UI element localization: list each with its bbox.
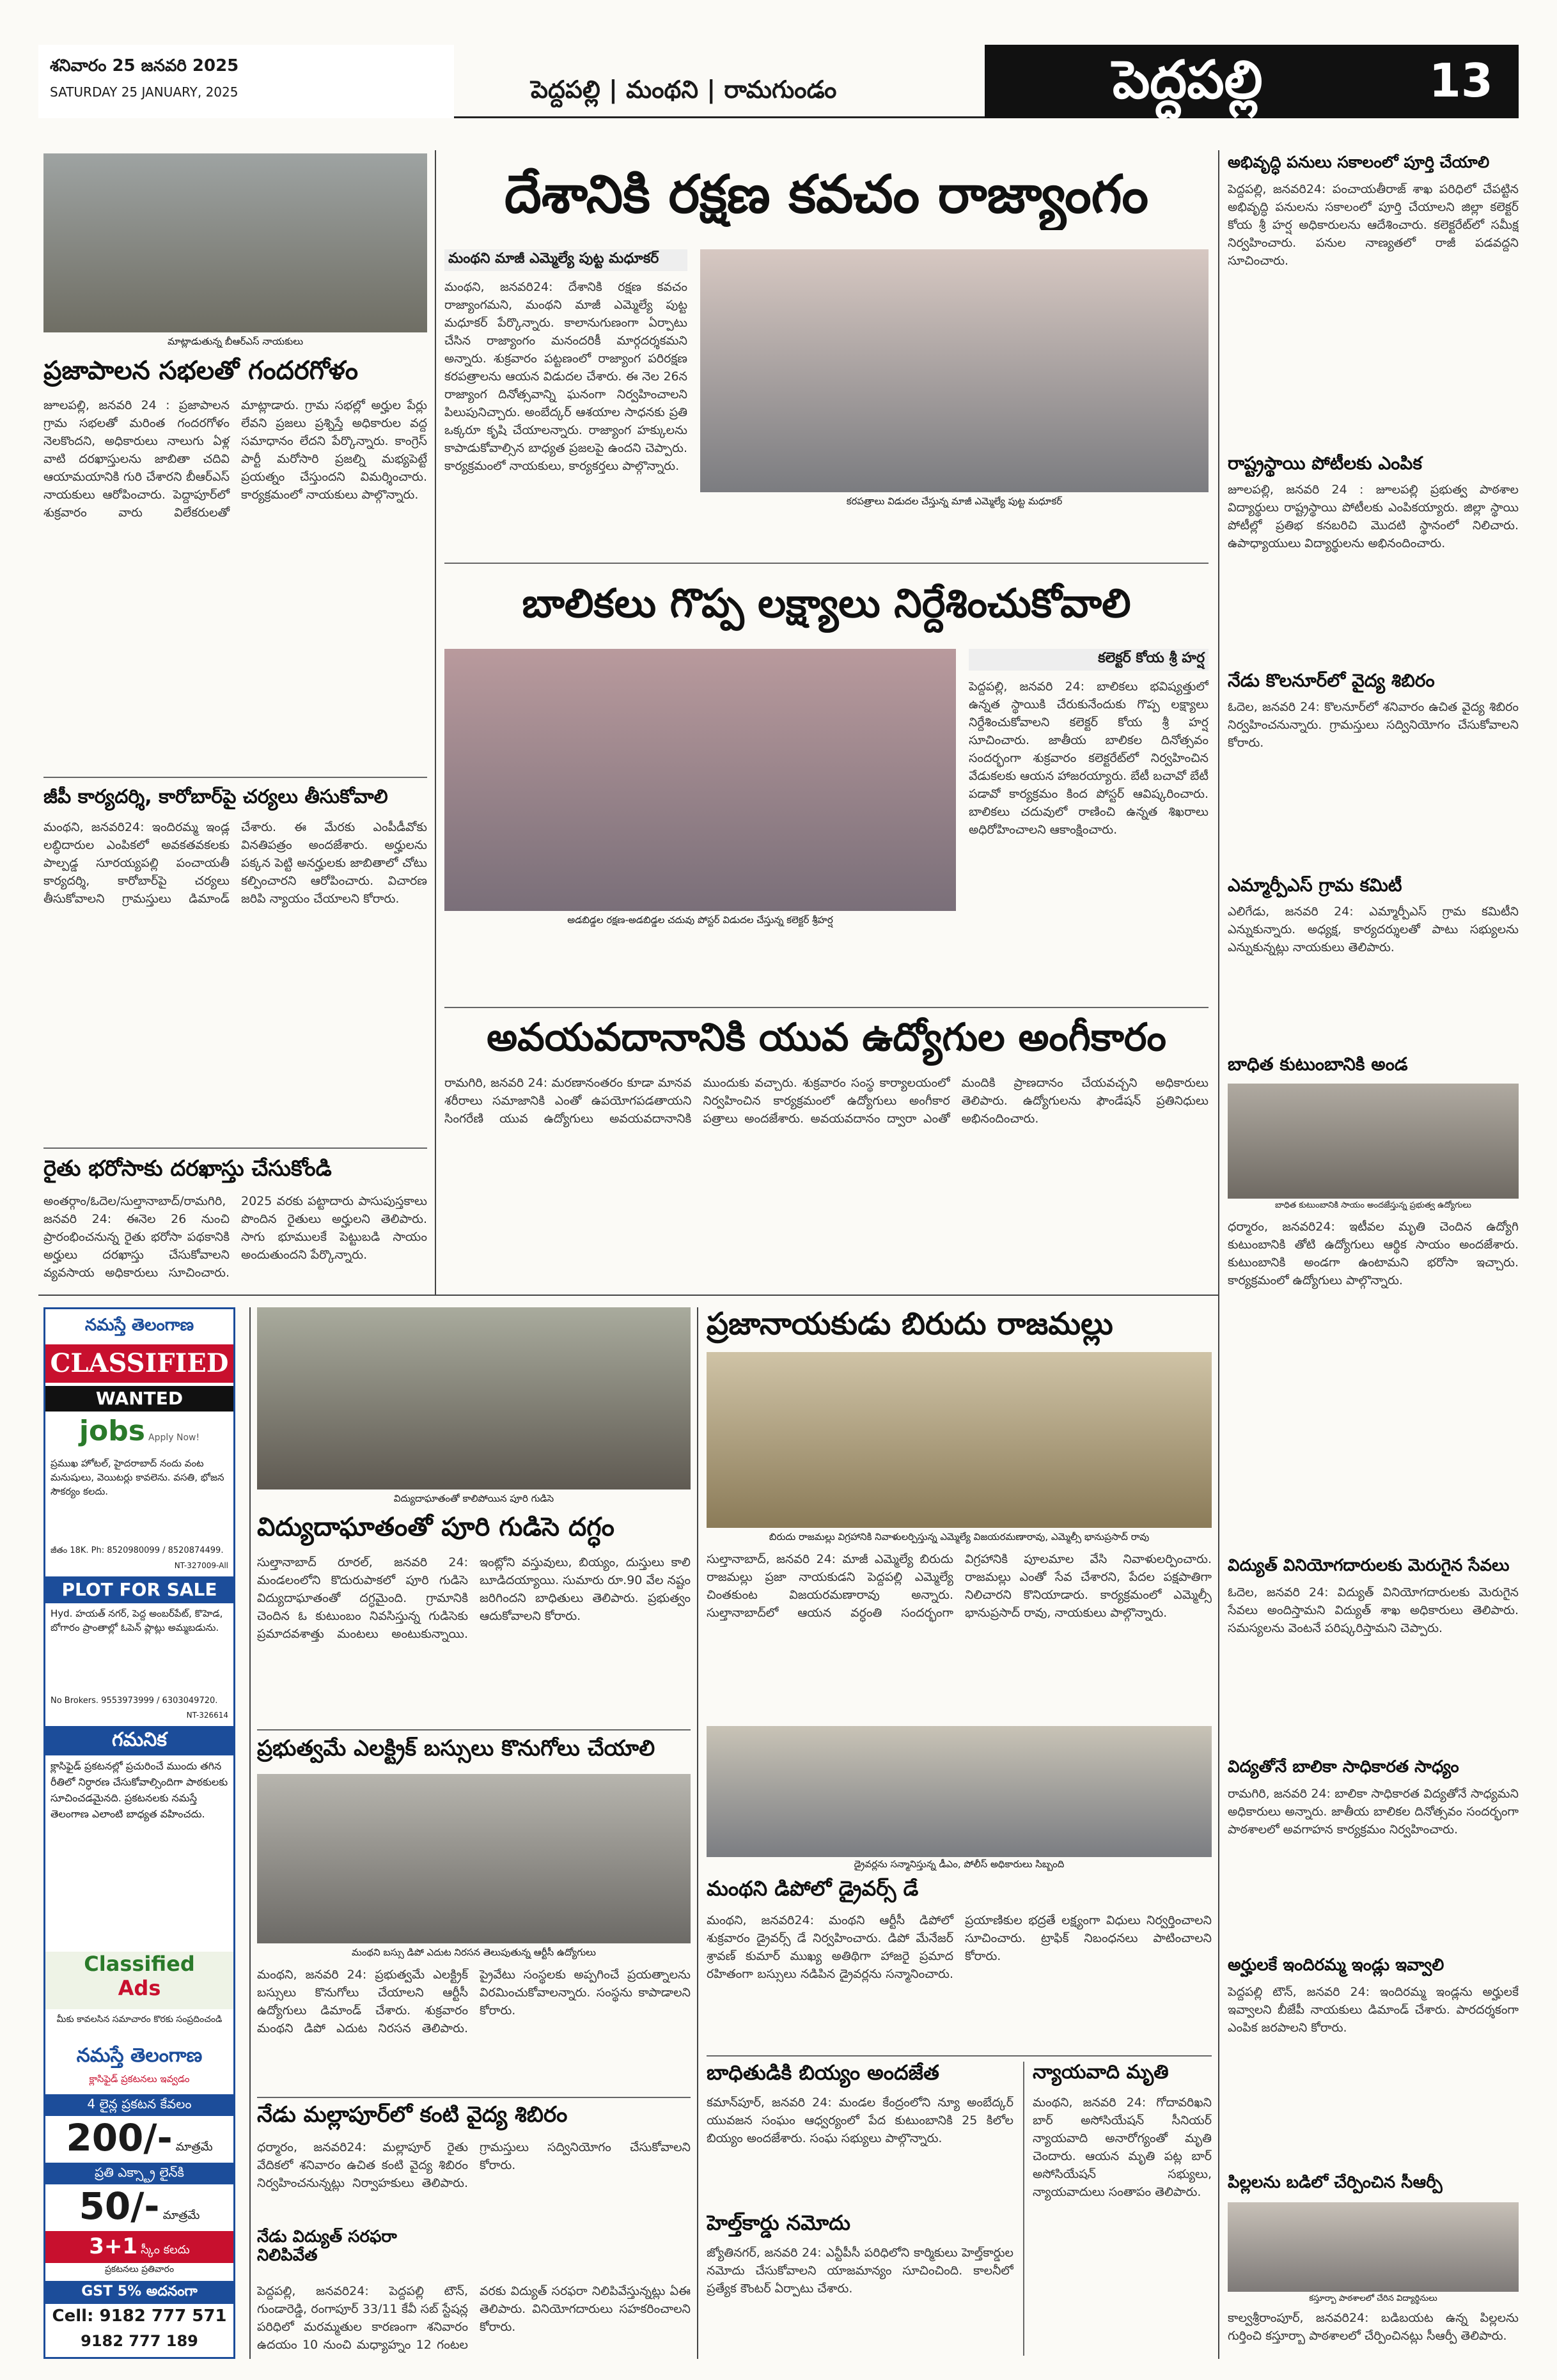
photo-caption: బిరుదు రాజమల్లు విగ్రహానికి నివాళులర్పిస్తున్న ఎమ్మెల్యే విజయరమణారావు, ఎమ్మెల్సీ భానుప్రసాద్ రావు (769, 1531, 1150, 1543)
article-body: పెద్దపల్లి, జనవరి24: పంచాయతీరాజ్ శాఖ పరిధిలో చేపట్టిన అభివృద్ధి పనులను సకాలంలో పూర్తి చేయాలని జిల్లా కలెక్టర్ కోయ శ్రీ హర్ష అధికారులను ఆదేశించారు. కలెక్టరేట్‌లో సమీక్ష నిర్వహించారు. పనుల నాణ్యతలో రాజీ పడవద్దని సూచించారు. (1228, 182, 1519, 268)
offer-3-suffix: స్కీం కలదు (141, 2243, 190, 2257)
article-body: రామగిరి, జనవరి 24: మరణానంతరం కూడా మానవ శరీరాలు సమాజానికి ఎంతో ఉపయోగపడతాయని సింగరేణి యువ ఉద్యోగులు అవయవదానానికి ముందుకు వచ్చారు. శుక్రవారం సంస్థ కార్యాలయంలో నిర్వహించిన కార్యక్రమంలో ఉద్యోగులు అంగీకార పత్రాలు అందజేశారు. అవయవదానం ద్వారా ఎంతో మందికి ప్రాణదానం చేయవచ్చని అధికారులు తెలిపారు. ఉద్యోగులను ఫౌండేషన్ ప్రతినిధులు అభినందించారు. (444, 1076, 1209, 1126)
notice-label: గమనిక (45, 1726, 233, 1755)
brand-2: నమస్తే తెలంగాణ (76, 2044, 203, 2067)
column-rule (1023, 2062, 1024, 2356)
mid-right-column (707, 1307, 1212, 2359)
left-column (43, 153, 427, 1298)
headline: బాధిత కుటుంబానికి అండ (1228, 1055, 1408, 1075)
ads-line: మీకు కావలసిన సమాచారం కొరకు సంప్రదించండి (56, 2014, 223, 2025)
photo-caption: కరపత్రాలు విడుదల చేస్తున్న మాజీ ఎమ్మెల్యే పుట్ట మధూకర్ (846, 495, 1063, 507)
article-body: కాల్వశ్రీరాంపూర్, జనవరి24: బడిబయట ఉన్న పిల్లలను గుర్తించి కస్తూర్బా పాఠశాలలో చేర్పించినట్లు సీఆర్పీ తెలిపారు. (1228, 2311, 1519, 2343)
headline: బాధితుడికి బియ్యం అందజేత (707, 2062, 939, 2085)
offer-2-suffix: మాత్రమే (162, 2209, 200, 2222)
center-bottom-article (444, 1010, 1209, 1291)
article-body-lead: మంథని, జనవరి24: దేశానికి రక్షణ కవచం రాజ్యాంగమని, మంథని మాజీ ఎమ్మెల్యే పుట్ట మధూకర్ పేర్కొన్నారు. కాలానుగుణంగా ఏర్పాటు చేసిన రాజ్యాంగం మనందరికీ మార్గదర్శకమని అన్నారు. శుక్రవారం పట్టణంలో రాజ్యాంగ పరిరక్షణ కరపత్రాలను ఆయన విడుదల చేశారు. ఈ నెల 26న రాజ్యాంగ దినోత్సవాన్ని ఘనంగా నిర్వహించాలని పిలుపునిచ్చారు. అంబేద్కర్ ఆశయాల సాధనకు ప్రతి ఒక్కరూ కృషి చేయాలన్నారు. రాజ్యాంగ హక్కులను కాపాడుకోవాల్సిన బాధ్యత ప్రజలపై ఉందని చెప్పారు. కార్యక్రమంలో నాయకులు, కార్యకర్తలు పాల్గొన్నారు. (444, 280, 687, 473)
headline: నేడు కొలనూర్‌లో వైద్య శిబిరం (1228, 671, 1435, 691)
offer-3-value: 3+1 (89, 2234, 138, 2259)
jobs-logo (45, 1415, 233, 1453)
article-body: అంతర్గాం/ఓదెల/సుల్తానాబాద్/రామగిరి, జనవరి 24: ఈనెల 26 నుంచి ప్రారంభించనున్న రైతు భరోసా పథకానికి అర్హులు దరఖాస్తు చేసుకోవాలని వ్యవసాయ అధికారులు సూచించారు. 2025 వరకు పట్టాదారు పాసుపుస్తకాలు పొందిన రైతులు అర్హులని తెలిపారు. సాగు భూములకే పెట్టుబడి సాయం అందుతుందని పేర్కొన్నారు. (43, 1194, 427, 1280)
offer-1-suffix: మాత్రమే (175, 2140, 213, 2154)
headline: అర్హులకే ఇందిరమ్మ ఇండ్లు ఇవ్వాలి (1228, 1956, 1444, 1975)
plot-ref: NT-326614 (186, 1711, 228, 1720)
offer-1 (45, 2116, 233, 2161)
photo-kgbv-students (1228, 2202, 1519, 2292)
photo-caption: డ్రైవర్లను సన్మానిస్తున్న డీఎం, పోలీస్ అధికారులు సిబ్బంది (854, 1858, 1065, 1870)
brand: నమస్తే తెలంగాణ (45, 1309, 233, 1341)
photo-caption: విద్యుదాఘాతంతో కాలిపోయిన పూరి గుడిసె (393, 1493, 554, 1504)
divider (444, 563, 1209, 564)
page-number: 13 (1428, 54, 1493, 107)
headline: దేశానికి రక్షణ కవచం రాజ్యాంగం (504, 166, 1149, 225)
divider (38, 1295, 1218, 1296)
byline: కలెక్టర్ కోయ శ్రీ హర్ష (969, 649, 1209, 671)
masthead (38, 45, 1519, 118)
classifieds-box (43, 1307, 235, 2359)
date-block (38, 45, 454, 118)
offer-2-price: 50/- (79, 2184, 160, 2228)
headline: హెల్త్‌కార్డు నమోదు (707, 2212, 850, 2235)
headline: జీపీ కార్యదర్శి, కారోబార్‌పై చర్యలు తీసుకోవాలి (43, 786, 388, 808)
article-body: ఓదెల, జనవరి 24: కొలనూర్‌లో శనివారం ఉచిత వైద్య శిబిరం నిర్వహించనున్నారు. గ్రామస్తులు సద్వినియోగం చేసుకోవాలని కోరారు. (1228, 700, 1519, 750)
article-body: ధర్మారం, జనవరి24: మల్లాపూర్ రైతు వేదికలో శనివారం ఉచిత కంటి వైద్య శిబిరం నిర్వహించనున్నట్లు నిర్వాహకులు తెలిపారు. గ్రామస్తులు సద్వినియోగం చేసుకోవాలని కోరారు. (257, 2140, 691, 2190)
center-mid-article (444, 569, 1209, 1026)
photo-rtc-protest (257, 1774, 691, 1943)
article-body: రామగిరి, జనవరి 24: బాలికా సాధికారత విద్యతోనే సాధ్యమని అధికారులు అన్నారు. జాతీయ బాలికల దినోత్సవం సందర్భంగా పాఠశాలలో అవగాహన కార్యక్రమం నిర్వహించారు. (1228, 1787, 1519, 1837)
headline: ప్రజానాయకుడు బిరుదు రాజమల్లు (707, 1307, 1113, 1342)
headline: విద్యతోనే బాలికా సాధికారత సాధ్యం (1228, 1758, 1459, 1777)
divider (257, 1729, 691, 1731)
cell-number-1: Cell: 9182 777 571 (52, 2306, 227, 2326)
column-rule (1218, 150, 1219, 2359)
article-body: మంథని, జనవరి24: ఇందిరమ్మ ఇండ్ల లబ్ధిదారుల ఎంపికలో అవకతవకలకు పాల్పడ్డ సూరయ్యపల్లి పంచాయతీ కార్యదర్శి, కారోబార్‌పై చర్యలు తీసుకోవాలని గ్రామస్తులు డిమాండ్ చేశారు. ఈ మేరకు ఎంపీడీవోకు వినతిపత్రం అందజేశారు. అర్హులను పక్కన పెట్టి అనర్హులకు జాబితాలో చోటు కల్పించారని ఆరోపించారు. విచారణ జరిపి న్యాయం చేయాలని కోరారు. (43, 820, 427, 906)
headline: న్యాయవాది మృతి (1033, 2062, 1169, 2083)
right-column (1228, 153, 1519, 2359)
gst-note: GST 5% అదనంగా (45, 2281, 233, 2304)
wanted-label: WANTED (45, 1386, 233, 1412)
plot-text: Hyd. హయత్ నగర్, పెద్ద అంబర్‌పేట్, కొహెడ, బోగారం ప్రాంతాల్లో ఓపెన్ ప్లాట్లు అమ్మబడును. (51, 1608, 223, 1633)
photo-pamphlet-release (700, 249, 1209, 492)
divider (43, 777, 427, 778)
ads-logo-line2: Ads (118, 1976, 161, 2000)
headline: రైతు భరోసాకు దరఖాస్తు చేసుకోండి (43, 1157, 332, 1181)
headline: మంథని డిపోలో డ్రైవర్స్ డే (707, 1878, 919, 1901)
photo-caption: అడబిడ్డల రక్షణ-అడబిడ్డల చదువు పోస్టర్ విడుదల చేస్తున్న కలెక్టర్ శ్రీహర్ష (567, 914, 833, 926)
photo-caption: మాట్లాడుతున్న బీఆర్ఎస్ నాయకులు (167, 336, 304, 347)
article-body: ధర్మారం, జనవరి24: ఇటీవల మృతి చెందిన ఉద్యోగి కుటుంబానికి తోటి ఉద్యోగులు ఆర్థిక సాయం అందజేశారు. కుటుంబానికి అండగా ఉంటామని భరోసా ఇచ్చారు. కార్యక్రమంలో ఉద్యోగులు పాల్గొన్నారు. (1228, 1220, 1519, 1287)
offer-3 (45, 2231, 233, 2263)
divider (257, 2097, 691, 2098)
photo-collector-poster (444, 649, 956, 911)
article-body: జూలపల్లి, జనవరి 24 : ప్రజాపాలన గ్రామ సభలతో మరింత గందరగోళం నెలకొందని, అధికారులు నాలుగు ఏళ్ల వాటి దరఖాస్తులను జాబితా చదివి ఆయామయానికి గురి చేశారని బీఆర్ఎస్ నాయకులు ఆరోపించారు. పెద్దాపూర్‌లో శుక్రవారం వారు విలేకరులతో మాట్లాడారు. గ్రామ సభల్లో అర్హుల పేర్లు లేవని ప్రజలు ప్రశ్నిస్తే అధికారుల వద్ద సమాధానం లేదని పేర్కొన్నారు. కాంగ్రెస్ పార్టీ మరోసారి ప్రజల్ని మభ్యపెట్టే ప్రయత్నం చేస్తుందని విమర్శించారు. కార్యక్రమంలో నాయకులు పాల్గొన్నారు. (43, 398, 427, 520)
headline: ప్రజాపాలన సభలతో గందరగోళం (43, 357, 359, 385)
ads-logo-line1: Classified (84, 1952, 195, 1976)
headline: అవయవదానానికి యువ ఉద్యోగుల అంగీకారం (487, 1016, 1166, 1060)
byline: మంథని మాజీ ఎమ్మెల్యే పుట్ట మధూకర్ (444, 249, 687, 271)
plot-label: PLOT FOR SALE (45, 1576, 233, 1603)
wanted-phone: జీతం 18K. Ph: 8520980099 / 8520874499. (51, 1546, 224, 1555)
article-body: జూలపల్లి, జనవరి 24 : జూలపల్లి ప్రభుత్వ పాఠశాల విద్యార్థులు రాష్ట్రస్థాయి పోటీలకు ఎంపికయ్యారు. జిల్లా స్థాయి పోటీల్లో ప్రతిభ కనబరిచి మొదటి స్థానంలో నిలిచారు. ఉపాధ్యాయులు విద్యార్థులను అభినందించారు. (1228, 483, 1519, 550)
photo-burnt-hut (257, 1307, 691, 1489)
notice-text: క్లాసిఫైడ్ ప్రకటనల్లో ప్రచురించే ముందు తగిన రీతిలో నిర్ధారణ చేసుకోవాల్సిందిగా పాఠకులకు సూచించడమైనది. ప్రకటనలకు నమస్తే తెలంగాణ ఎలాంటి బాధ్యత వహించదు. (51, 1760, 228, 1820)
column-rule (249, 1307, 251, 2359)
section-title: పెద్దపల్లి (1113, 50, 1263, 111)
article-body: మంథని, జనవరి 24: ప్రభుత్వమే ఎలక్ట్రిక్ బస్సులు కొనుగోలు చేయాలని ఆర్టీసీ ఉద్యోగులు డిమాండ్ చేశారు. శుక్రవారం మంథని డిపో ఎదుట నిరసన తెలిపారు. ప్రైవేటు సంస్థలకు అప్పగించే ప్రయత్నాలను విరమించుకోవాలన్నారు. సంస్థను కాపాడాలని కోరారు. (257, 1968, 691, 2035)
offer-3-note: ప్రకటనలు ప్రతివారం (104, 2264, 175, 2275)
edition-subtitle: పెద్దపల్లి | మంథని | రామగుండం (454, 45, 985, 118)
date-english: SATURDAY 25 JANUARY, 2025 (50, 84, 239, 100)
photo-drivers-day (707, 1726, 1212, 1857)
article-body: పెద్దపల్లి, జనవరి24: పెద్దపల్లి టౌన్, గుండారెడ్డి, రంగాపూర్ 33/11 కేవీ సబ్ స్టేషన్ల పరిధిలో మరమ్మతుల కారణంగా శనివారం ఉదయం 10 నుంచి మధ్యాహ్నం 12 గంటల వరకు విద్యుత్ సరఫరా నిలిపివేస్తున్నట్లు ఏఈ తెలిపారు. వినియోగదారులు సహకరించాలని కోరారు. (257, 2284, 691, 2352)
cell-number-2: 9182 777 189 (81, 2332, 198, 2350)
column-rule (697, 1307, 698, 2359)
photo-statue-tribute (707, 1352, 1212, 1528)
headline: రాష్ట్రస్థాయి పోటీలకు ఎంపిక (1228, 454, 1422, 474)
headline: బాలికలు గొప్ప లక్ష్యాలు నిర్దేశించుకోవాలి (522, 582, 1131, 626)
article-body: జ్యోతినగర్, జనవరి 24: ఎన్టీపీసీ పరిధిలోని కార్మికులు హెల్త్‌కార్డుల నమోదు చేసుకోవాలని యాజమాన్యం సూచించింది. కాలనీలో ప్రత్యేక కౌంటర్ ఏర్పాటు చేశారు. (707, 2246, 1013, 2296)
headline: అభివృద్ధి పనులు సకాలంలో పూర్తి చేయాలి (1228, 153, 1490, 171)
article-body: కమాన్‌పూర్, జనవరి 24: మండల కేంద్రంలోని న్యూ అంబేద్కర్ యువజన సంఘం ఆధ్వర్యంలో పేద కుటుంబానికి 25 కిలోల బియ్యం అందజేశారు. సంఘ సభ్యులు పాల్గొన్నారు. (707, 2096, 1013, 2145)
photo-caption: బాధిత కుటుంబానికి సాయం అందజేస్తున్న ప్రభుత్వ ఉద్యోగులు (1274, 1201, 1472, 1210)
center-top-article (444, 153, 1209, 563)
offer-2 (45, 2184, 233, 2229)
article-body: సుల్తానాబాద్ రూరల్, జనవరి 24: మండలంలోని కొదురుపాకలో పూరి గుడిసె విద్యుదాఘాతంతో దగ్ధమైంది. గ్రామానికి చెందిన ఓ కుటుంబం నివసిస్తున్న గుడిసెకు ప్రమాదవశాత్తు మంటలు అంటుకున్నాయి. ఇంట్లోని వస్తువులు, బియ్యం, దుస్తులు కాలి బూడిదయ్యాయి. సుమారు రూ.90 వేల నష్టం జరిగిందని బాధితులు తెలిపారు. ప్రభుత్వం ఆదుకోవాలని కోరారు. (257, 1555, 691, 1641)
divider (444, 1007, 1209, 1008)
section-bar (985, 45, 1519, 118)
offer-1-price: 200/- (66, 2116, 173, 2159)
article-body: మంథని, జనవరి 24: గోదావరిఖని బార్ అసోసియేషన్ సీనియర్ న్యాయవాది అనారోగ్యంతో మృతి చెందారు. ఆయన మృతి పట్ల బార్ అసోసియేషన్ సభ్యులు, న్యాయవాదులు సంతాపం తెలిపారు. (1033, 2096, 1212, 2199)
headline: విద్యుదాఘాతంతో పూరి గుడిసె దగ్ధం (257, 1513, 614, 1542)
classified-label: CLASSIFIED (45, 1344, 233, 1383)
divider (707, 2055, 1212, 2057)
offer-2-label: ప్రతి ఎక్స్ట్రా లైన్‌కి (45, 2163, 233, 2184)
brand-2-tag: క్లాసిఫైడ్ ప్రకటనలు ఇవ్వడం (89, 2073, 190, 2085)
headline: నేడు విద్యుత్ సరఫరా నిలిపివేత (257, 2228, 397, 2265)
headline: ప్రభుత్వమే ఎలక్ట్రిక్ బస్సులు కొనుగోలు చేయాలి (257, 1737, 655, 1761)
photo-brs-leaders (43, 153, 427, 332)
jobs-tagline: Apply Now! (148, 1433, 200, 1443)
photo-family-aid (1228, 1084, 1519, 1199)
headline: విద్యుత్ వినియోగదారులకు మెరుగైన సేవలు (1228, 1557, 1510, 1575)
headline: పిల్లలను బడిలో చేర్పించిన సీఆర్పీ (1228, 2174, 1443, 2192)
article-body: సుల్తానాబాద్, జనవరి 24: మాజీ ఎమ్మెల్యే బిరుదు రాజమల్లు ప్రజా నాయకుడని పెద్దపల్లి ఎమ్మెల్యే చింతకుంట విజయరమణారావు అన్నారు. సుల్తానాబాద్‌లో ఆయన వర్ధంతి సందర్భంగా విగ్రహానికి పూలమాల వేసి నివాళులర్పించారు. రాజమల్లు ఎంతో సేవ చేశారని, పేదల పక్షపాతిగా నిలిచారని కొనియాడారు. కార్యక్రమంలో ఎమ్మెల్సీ భానుప్రసాద్ రావు, నాయకులు పాల్గొన్నారు. (707, 1552, 1212, 1620)
wanted-text: ప్రముఖ హోటల్, హైదరాబాద్ నందు వంట మనుషులు, వెయిటర్లు కావలెను. వసతి, భోజన సౌకర్యం కలదు. (51, 1458, 224, 1497)
photo-caption: కస్తూర్బా పాఠశాలలో చేరిన విద్యార్థినులు (1309, 2294, 1437, 2303)
headline: నేడు మల్లాపూర్‌లో కంటి వైద్య శిబిరం (257, 2103, 568, 2127)
article-body: ఎలిగేడు, జనవరి 24: ఎమ్మార్పీఎస్ గ్రామ కమిటీని ఎన్నుకున్నారు. అధ్యక్ష, కార్యదర్శులతో పాటు సభ్యులను ఎన్నుకున్నట్లు నాయకులు తెలిపారు. (1228, 905, 1519, 954)
article-body: పెద్దపల్లి టౌన్, జనవరి 24: ఇందిరమ్మ ఇండ్లను అర్హులకే ఇవ్వాలని బీజేపీ నాయకులు డిమాండ్ చేశారు. పారదర్శకంగా ఎంపిక జరపాలని కోరారు. (1228, 1985, 1519, 2035)
wanted-ref: NT-327009-All (174, 1561, 228, 1570)
column-rule (435, 150, 436, 1295)
mid-left-column (257, 1307, 691, 2359)
article-body: ఓదెల, జనవరి 24: విద్యుత్ వినియోగదారులకు మెరుగైన సేవలు అందిస్తామని విద్యుత్ శాఖ అధికారులు తెలిపారు. సమస్యలను వెంటనే పరిష్కరిస్తామని చెప్పారు. (1228, 1585, 1519, 1635)
article-body: పెద్దపల్లి, జనవరి 24: బాలికలు భవిష్యత్తులో ఉన్నత స్థాయికి చేరుకునేందుకు గొప్ప లక్ష్యాలు నిర్దేశించుకోవాలని కలెక్టర్ కోయ శ్రీ హర్ష సూచించారు. జాతీయ బాలికల దినోత్సవం సందర్భంగా శుక్రవారం కలెక్టరేట్‌లో నిర్వహించిన వేడుకలకు ఆయన హాజరయ్యారు. బేటీ బచావో బేటీ పడావో కార్యక్రమం కింద పోస్టర్ ఆవిష్కరించారు. బాలికలు చదువులో రాణించి ఉన్నత శిఖరాలు అధిరోహించాలని ఆకాంక్షించారు. (969, 680, 1209, 837)
date-telugu: శనివారం 25 జనవరి 2025 (50, 56, 239, 75)
offer-1-label: 4 లైన్ల ప్రకటన కేవలం (45, 2094, 233, 2116)
jobs-logo-text: jobs (79, 1415, 145, 1447)
divider (43, 1147, 427, 1149)
headline: ఎమ్మార్పీఎస్ గ్రామ కమిటీ (1228, 876, 1402, 896)
article-body: మంథని, జనవరి24: మంథని ఆర్టీసీ డిపోలో శుక్రవారం డ్రైవర్స్ డే నిర్వహించారు. డిపో మేనేజర్ శ్రావణ్ కుమార్ ముఖ్య అతిథిగా హాజరై ప్రమాద రహితంగా బస్సులు నడిపిన డ్రైవర్లను సన్మానించారు. ప్రయాణికుల భద్రతే లక్ష్యంగా విధులు నిర్వర్తించాలని సూచించారు. ట్రాఫిక్ నిబంధనలు పాటించాలని కోరారు. (707, 1913, 1212, 1981)
photo-caption: మంథని బస్సు డిపో ఎదుట నిరసన తెలుపుతున్న ఆర్టీసీ ఉద్యోగులు (352, 1947, 596, 1958)
plot-contact: No Brokers. 9553973999 / 6303049720. (51, 1696, 218, 1706)
ads-logo (45, 1952, 233, 2009)
